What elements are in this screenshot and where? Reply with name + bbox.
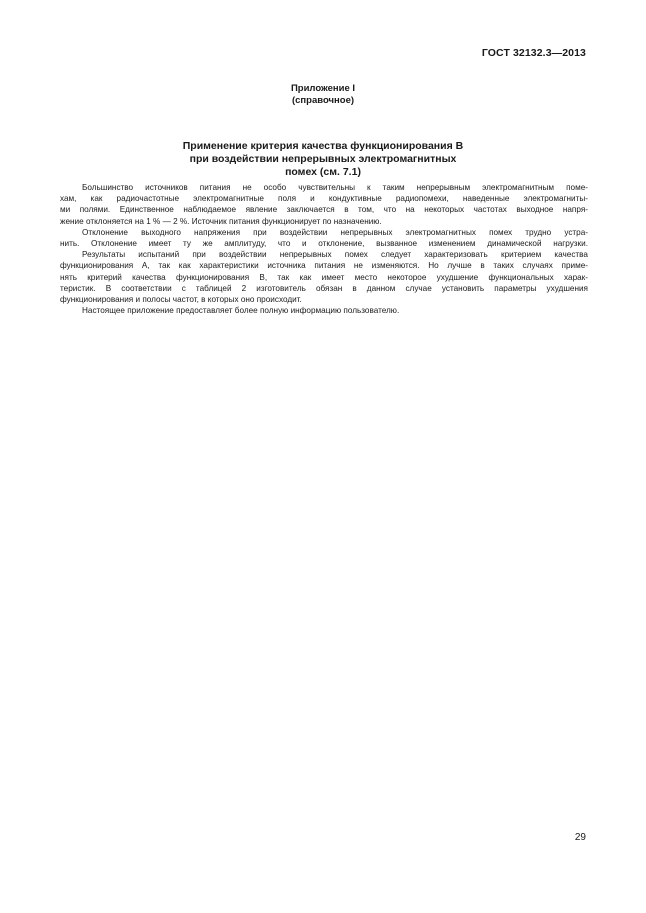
annex-heading	[0, 83, 646, 107]
annex-title-line: при воздействии непрерывных электромагнитных	[189, 153, 457, 165]
paragraph-line: Отклонение выходного напряжения при воздействии непрерывных электромагнитных помех трудно устра-	[82, 227, 588, 237]
page-number: 29	[574, 832, 586, 843]
paragraph-line: нять критерий качества функционирования В, так как имеет место некоторое ухудшение функциональных харак-	[60, 272, 588, 282]
paragraph-line: Настоящее приложение предоставляет более полную информацию пользователю.	[82, 306, 400, 316]
standard-code-header: ГОСТ 32132.3—2013	[481, 47, 586, 59]
annex-label: Приложение I	[290, 83, 356, 94]
paragraph-line: Большинство источников питания не особо чувствительны к таким непрерывным электромагнитным поме-	[82, 183, 588, 192]
paragraph-line: теристик. В соответствии с таблицей 2 изготовитель обязан в данном случае установить параметры ухудшения	[60, 283, 588, 293]
paragraph-line: хам, как радиочастотные электромагнитные поля и кондуктивные радиопомехи, наведенные электромагниты-	[60, 194, 588, 204]
paragraph-line: ми полями. Единственное наблюдаемое явление заключается в том, что на некоторых частотах выходное напря-	[60, 205, 588, 215]
paragraph-line: функционирования А, так как характеристики источника питания не изменяются. Но лучше в таких случаях приме-	[60, 261, 588, 271]
paragraph-line: Результаты испытаний при воздействии непрерывных помех следует характеризовать критерием качества	[82, 250, 588, 260]
annex-body-text	[60, 182, 588, 316]
paragraph-line: функционирования и полосы частот, в которых оно происходит.	[60, 295, 302, 305]
annex-title-line: помех (см. 7.1)	[285, 166, 361, 178]
annex-title-line: Применение критерия качества функционирования В	[182, 140, 464, 152]
annex-status: (справочное)	[291, 95, 355, 106]
paragraph-line: жение отклоняется на 1 % — 2 %. Источник питания функционирует по назначению.	[60, 216, 382, 226]
annex-title	[0, 140, 646, 179]
paragraph-line: нить. Отклонение имеет ту же амплитуду, что и отклонение, вызванное изменением динамической нагрузки.	[60, 239, 588, 249]
